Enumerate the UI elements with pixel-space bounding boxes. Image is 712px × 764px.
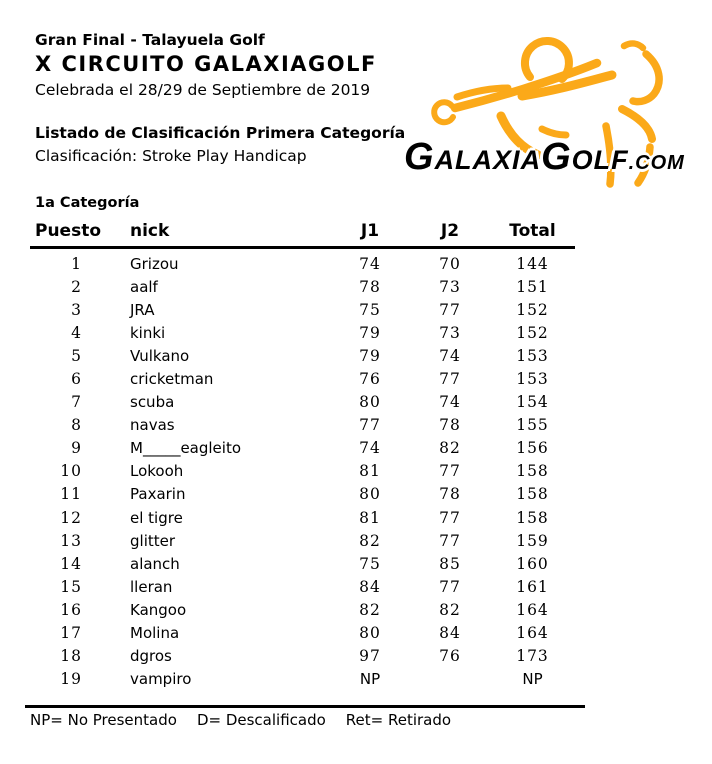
cell-total: NP [522, 670, 543, 689]
cell-total: 153 [516, 370, 549, 389]
cell-puesto: 18 [60, 647, 82, 666]
column-header-puesto: Puesto [35, 221, 102, 241]
footer-divider [25, 705, 585, 708]
column-header-j2: J2 [440, 221, 460, 241]
cell-puesto: 14 [60, 554, 82, 573]
cell-j2: 70 [439, 254, 461, 273]
table-body [30, 252, 575, 691]
table-row [30, 437, 575, 460]
cell-nick: Grizou [130, 254, 179, 273]
cell-total: 144 [516, 254, 549, 273]
table-row [30, 645, 575, 668]
cell-puesto: 5 [71, 346, 82, 365]
cell-nick: el tigre [130, 508, 183, 527]
cell-j1: 75 [359, 554, 381, 573]
page-title: X CIRCUITO GALAXIAGOLF [35, 52, 377, 76]
table-row [30, 529, 575, 552]
column-header-nick: nick [130, 221, 170, 241]
cell-nick: cricketman [130, 370, 214, 389]
cell-j2: 74 [439, 346, 461, 365]
cell-total: 153 [516, 346, 549, 365]
cell-j1: 78 [359, 277, 381, 296]
cell-total: 164 [516, 624, 549, 643]
cell-puesto: 8 [71, 416, 82, 435]
cell-nick: kinki [130, 323, 166, 342]
cell-total: 158 [516, 462, 549, 481]
cell-j1: 75 [359, 300, 381, 319]
cell-puesto: 9 [71, 439, 82, 458]
cell-puesto: 13 [60, 531, 82, 550]
classification-line: Clasificación: Stroke Play Handicap [35, 147, 307, 165]
cell-j2: 82 [439, 600, 461, 619]
cell-nick: glitter [130, 531, 176, 550]
cell-puesto: 15 [60, 577, 82, 596]
cell-total: 151 [516, 277, 549, 296]
cell-total: 152 [516, 323, 549, 342]
cell-puesto: 3 [71, 300, 82, 319]
cell-nick: Vulkano [130, 346, 190, 365]
cell-puesto: 17 [60, 624, 82, 643]
table-row [30, 414, 575, 437]
table-row [30, 321, 575, 344]
cell-j2: 82 [439, 439, 461, 458]
header-divider [30, 246, 575, 249]
cell-nick: Molina [130, 624, 180, 643]
cell-j2: 84 [439, 624, 461, 643]
cell-j2: 78 [439, 416, 461, 435]
cell-j2: 77 [439, 300, 461, 319]
cell-puesto: 4 [71, 323, 82, 342]
table-header [30, 221, 575, 241]
cell-j2: 77 [439, 370, 461, 389]
listing-title: Listado de Clasificación Primera Categoría [35, 124, 406, 142]
cell-j2: 77 [439, 462, 461, 481]
cell-j1: 79 [359, 323, 381, 342]
event-title: Gran Final - Talayuela Golf [35, 31, 265, 49]
cell-nick: aalf [130, 277, 158, 296]
category-label: 1a Categoría [35, 195, 140, 211]
logo-part-alaxia: ALAXIA [434, 145, 542, 175]
table-row [30, 252, 575, 275]
cell-j1: 81 [359, 508, 381, 527]
cell-puesto: 12 [60, 508, 82, 527]
cell-j2: 77 [439, 531, 461, 550]
table-row [30, 298, 575, 321]
cell-j1: 97 [359, 647, 381, 666]
cell-j2: 77 [439, 577, 461, 596]
logo-part-olf: OLF [571, 145, 629, 175]
logo-letter-g2: G [541, 136, 572, 178]
cell-puesto: 11 [60, 485, 82, 504]
table-row [30, 275, 575, 298]
cell-nick: Lokooh [130, 462, 184, 481]
cell-j1: 82 [359, 600, 381, 619]
cell-j2: 77 [439, 508, 461, 527]
cell-j1: 84 [359, 577, 381, 596]
table-row [30, 598, 575, 621]
cell-j2: 76 [439, 647, 461, 666]
cell-j2: 85 [439, 554, 461, 573]
legend-np: NP= No Presentado [30, 711, 177, 729]
table-row [30, 391, 575, 414]
table-row [30, 622, 575, 645]
cell-j1: 74 [359, 254, 381, 273]
cell-total: 154 [516, 393, 549, 412]
cell-total: 156 [516, 439, 549, 458]
cell-total: 159 [516, 531, 549, 550]
cell-nick: lleran [130, 577, 173, 596]
cell-nick: Paxarin [130, 485, 186, 504]
cell-j2: 78 [439, 485, 461, 504]
cell-total: 160 [516, 554, 549, 573]
cell-total: 152 [516, 300, 549, 319]
cell-j1: 74 [359, 439, 381, 458]
legend-d: D= Descalificado [196, 711, 326, 729]
cell-j1: 76 [359, 370, 381, 389]
cell-j1: NP [359, 670, 381, 689]
cell-puesto: 10 [60, 462, 82, 481]
table-row [30, 344, 575, 367]
cell-total: 155 [516, 416, 549, 435]
legend-ret: Ret= Retirado [345, 711, 452, 729]
cell-j2: 74 [439, 393, 461, 412]
table-row [30, 575, 575, 598]
cell-puesto: 19 [60, 670, 82, 689]
column-header-j1: J1 [360, 221, 380, 241]
table-row [30, 483, 575, 506]
cell-j2: 73 [439, 277, 461, 296]
cell-total: 158 [516, 508, 549, 527]
cell-nick: vampiro [130, 670, 192, 689]
cell-j1: 80 [359, 624, 381, 643]
cell-nick: alanch [130, 554, 180, 573]
cell-nick: navas [130, 416, 175, 435]
cell-nick: dgros [130, 647, 172, 666]
event-date: Celebrada el 28/29 de Septiembre de 2019 [35, 81, 371, 99]
cell-nick: scuba [130, 393, 175, 412]
legend [30, 711, 471, 729]
table-row [30, 367, 575, 390]
cell-nick: JRA [130, 300, 155, 319]
cell-total: 161 [516, 577, 549, 596]
cell-nick: M_____eagleito [130, 439, 242, 458]
table-row [30, 506, 575, 529]
cell-j1: 80 [359, 393, 381, 412]
cell-puesto: 6 [71, 370, 82, 389]
cell-puesto: 16 [60, 600, 82, 619]
cell-j1: 80 [359, 485, 381, 504]
cell-j1: 81 [359, 462, 381, 481]
cell-j1: 82 [359, 531, 381, 550]
cell-puesto: 7 [71, 393, 82, 412]
cell-puesto: 1 [71, 254, 82, 273]
table-row [30, 460, 575, 483]
cell-total: 164 [516, 600, 549, 619]
logo-tld: .COM [628, 152, 685, 174]
logo-letter-g1: G [404, 136, 435, 178]
cell-j1: 79 [359, 346, 381, 365]
cell-j2: 73 [439, 323, 461, 342]
cell-puesto: 2 [71, 277, 82, 296]
galaxiagolf-logo [400, 6, 712, 188]
column-header-total: Total [509, 221, 556, 241]
cell-total: 173 [516, 647, 549, 666]
cell-total: 158 [516, 485, 549, 504]
table-row [30, 552, 575, 575]
cell-j1: 77 [359, 416, 381, 435]
cell-nick: Kangoo [130, 600, 187, 619]
table-row [30, 668, 575, 691]
logo-wordmark [404, 136, 685, 179]
